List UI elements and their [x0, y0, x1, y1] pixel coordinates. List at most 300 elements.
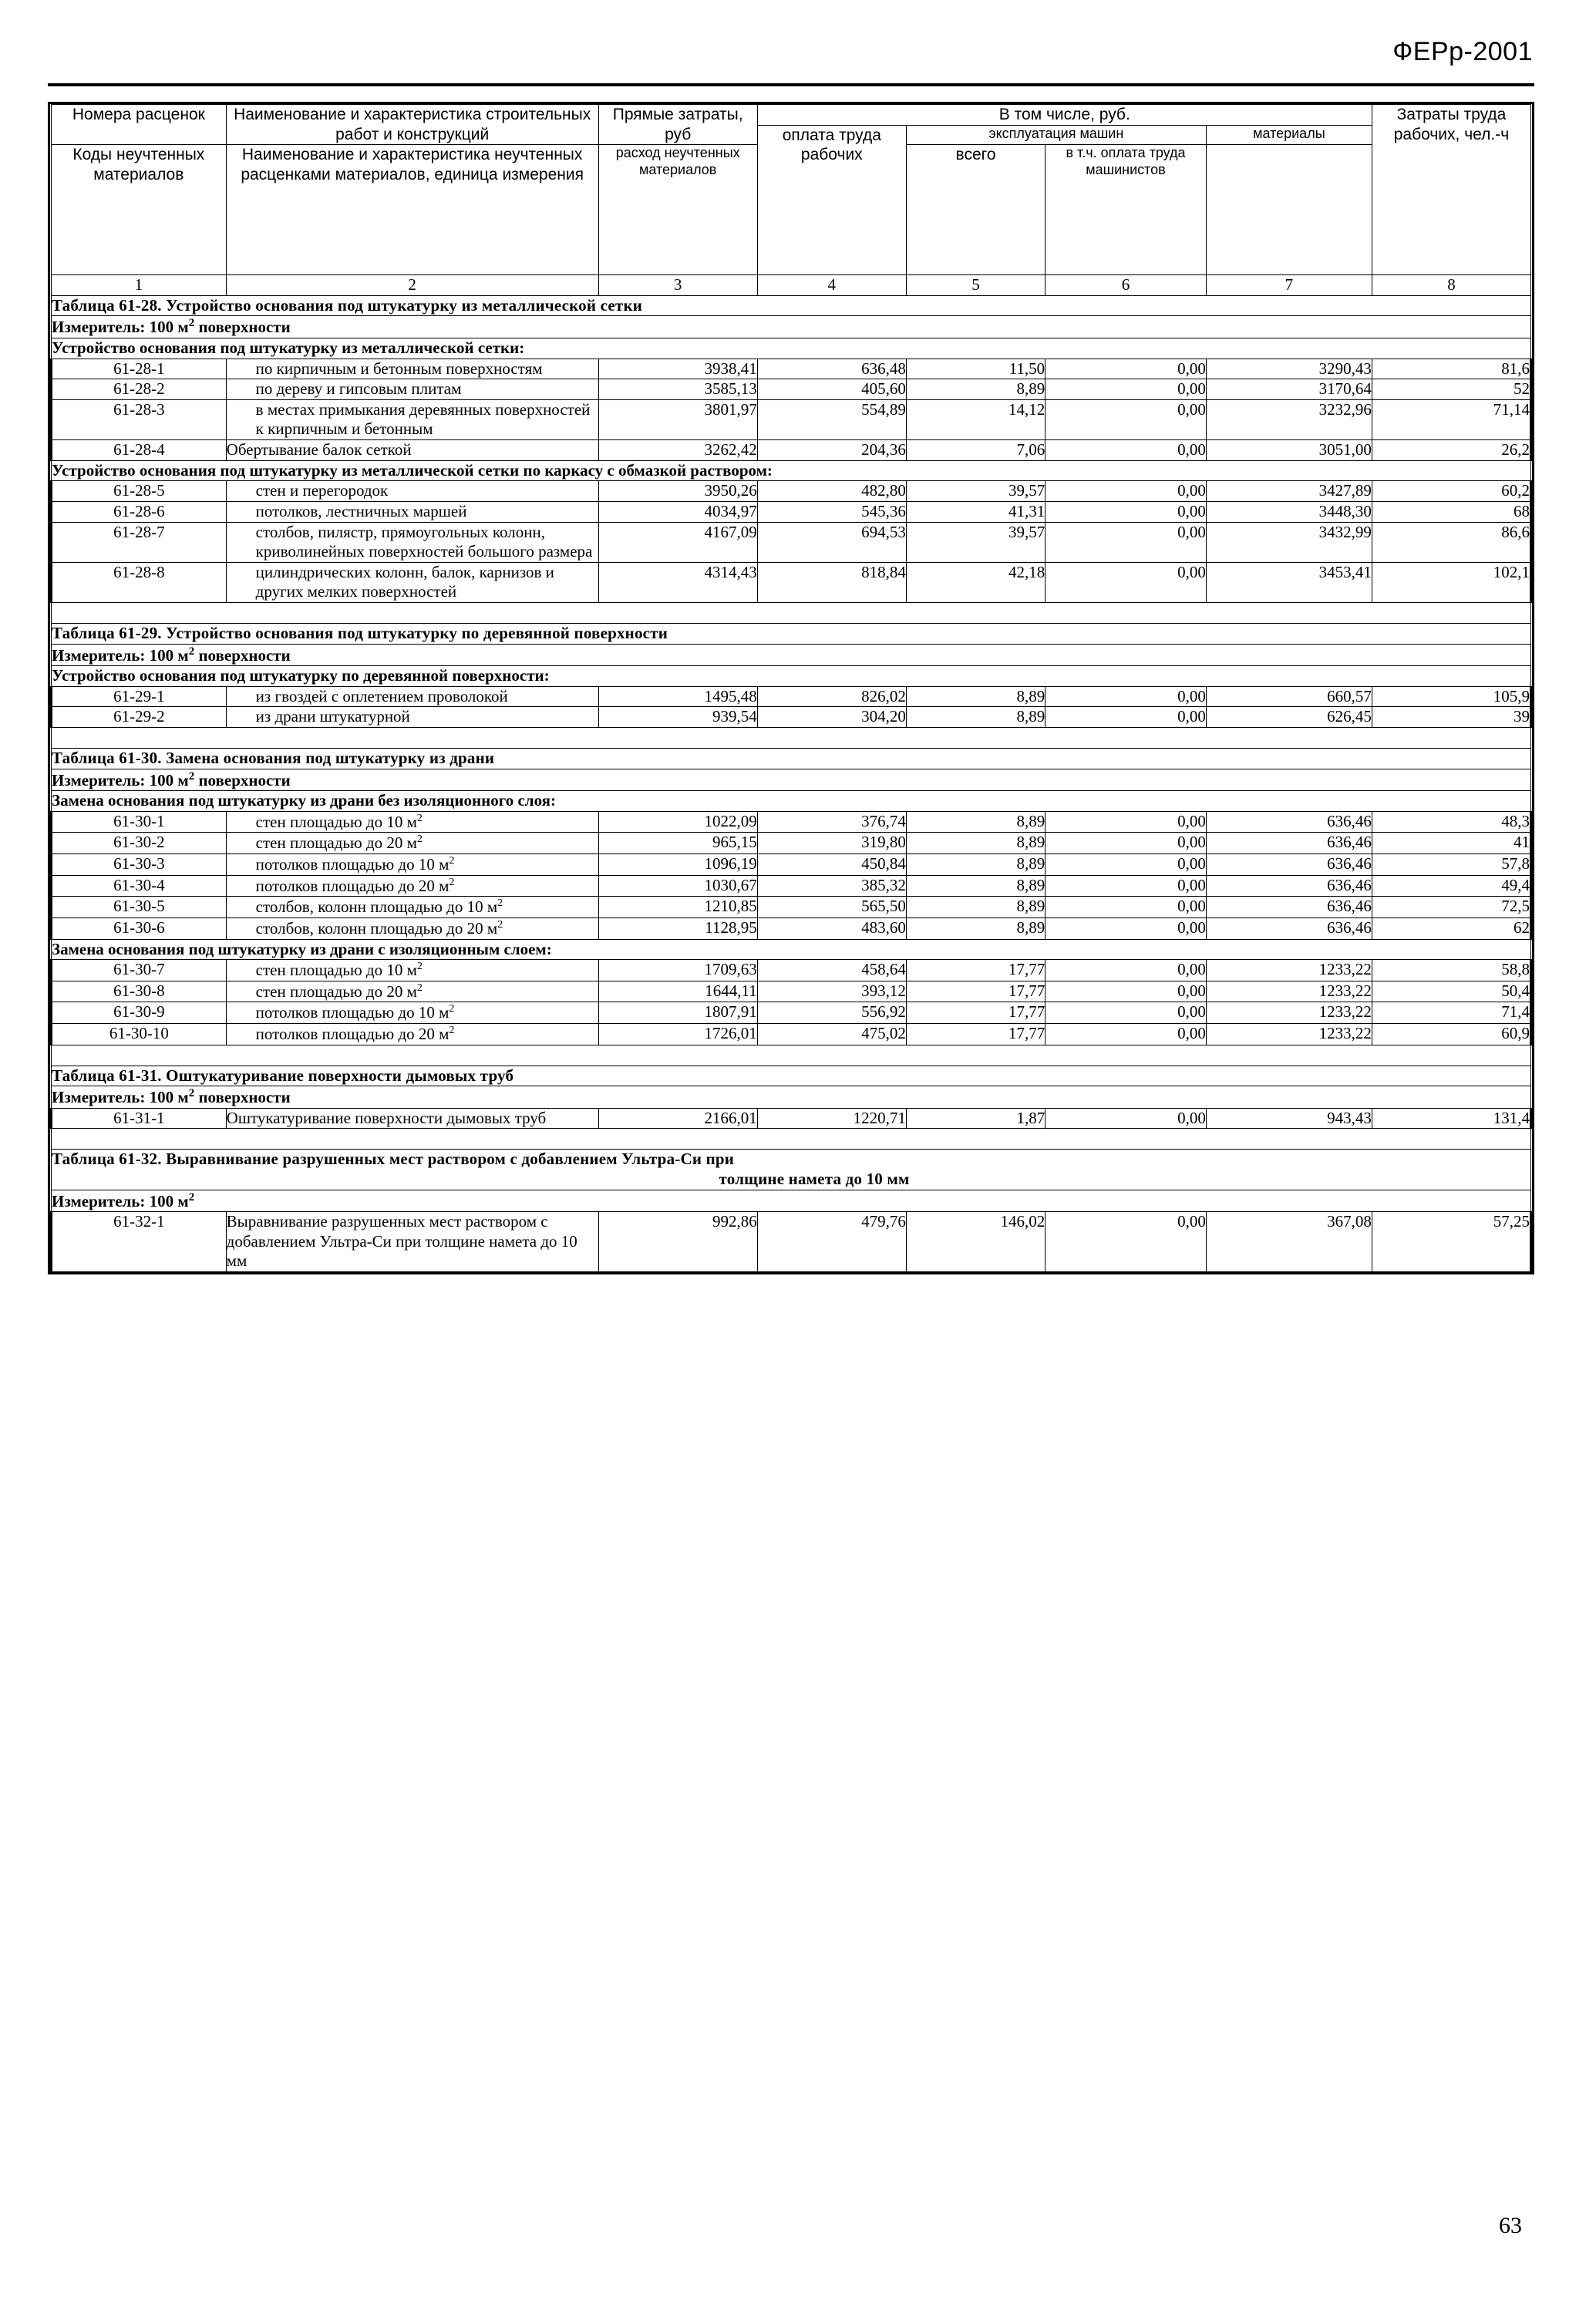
value-c4: 483,60 — [757, 917, 906, 939]
rate-code: 61-30-3 — [52, 854, 227, 876]
rate-code: 61-30-10 — [52, 1023, 227, 1045]
value-c5: 8,89 — [906, 811, 1045, 833]
colnum-8: 8 — [1372, 275, 1530, 296]
description-exponent: 2 — [449, 876, 455, 888]
work-description: потолков, лестничных маршей — [226, 501, 598, 522]
table-row — [52, 897, 1531, 918]
measure-prefix: Измеритель: 100 м — [52, 1191, 189, 1210]
description-exponent: 2 — [449, 855, 455, 867]
value-c7: 1233,22 — [1206, 1002, 1372, 1024]
header-col4: оплата труда рабочих — [757, 125, 906, 275]
measure-suffix: поверхности — [194, 770, 291, 790]
value-c5: 17,77 — [906, 1023, 1045, 1045]
work-description: Обертывание балок сеткой — [226, 440, 598, 461]
value-c8: 68 — [1372, 501, 1530, 522]
column-number-row — [52, 275, 1531, 296]
value-c8: 39 — [1372, 707, 1530, 728]
value-c4: 376,74 — [757, 811, 906, 833]
spacer-cell — [52, 728, 1531, 749]
value-c3: 1709,63 — [598, 960, 757, 981]
work-description: цилиндрических колонн, балок, карнизов и других мелких поверхностей — [226, 562, 598, 602]
table-row — [52, 854, 1531, 876]
work-description: из драни штукатурной — [226, 707, 598, 728]
table-row — [52, 833, 1531, 854]
rate-code: 61-30-1 — [52, 811, 227, 833]
description-text: потолков площадью до 10 м — [255, 1003, 450, 1022]
work-description — [226, 875, 598, 897]
value-c7: 3432,99 — [1206, 522, 1372, 562]
work-description — [226, 960, 598, 981]
table-row — [52, 960, 1531, 981]
value-c8: 71,14 — [1372, 399, 1530, 439]
rate-code: 61-30-9 — [52, 1002, 227, 1024]
value-c7: 943,43 — [1206, 1108, 1372, 1129]
description-exponent: 2 — [416, 812, 423, 824]
work-description: по кирпичным и бетонным поверхностям — [226, 359, 598, 379]
running-head: ФЕРр-2001 — [1392, 37, 1533, 66]
value-c5: 8,89 — [906, 875, 1045, 897]
table-row — [52, 1023, 1531, 1045]
value-c7: 3427,89 — [1206, 481, 1372, 502]
rate-code: 61-31-1 — [52, 1108, 227, 1129]
table-row — [52, 481, 1531, 502]
table-spacer — [52, 1129, 1531, 1150]
work-description — [226, 1023, 598, 1045]
group-heading-row — [52, 666, 1531, 687]
value-c6: 0,00 — [1045, 686, 1207, 707]
value-c5: 7,06 — [906, 440, 1045, 461]
value-c6: 0,00 — [1045, 1108, 1207, 1129]
value-c4: 694,53 — [757, 522, 906, 562]
value-c4: 636,48 — [757, 359, 906, 379]
measure-suffix: поверхности — [194, 318, 291, 337]
value-c6: 0,00 — [1045, 562, 1207, 602]
value-c4: 826,02 — [757, 686, 906, 707]
group-heading: Устройство основания под штукатурку из металлической сетки по каркасу с обмазкой раствором: — [52, 460, 1531, 481]
measure-row — [52, 644, 1531, 666]
header-row-1 — [52, 105, 1531, 126]
rate-code: 61-30-6 — [52, 917, 227, 939]
value-c4: 304,20 — [757, 707, 906, 728]
value-c8: 62 — [1372, 917, 1530, 939]
table-title: Таблица 61-30. Замена основания под штукатурку из драни — [52, 749, 1531, 769]
value-c6: 0,00 — [1045, 359, 1207, 379]
value-c5: 17,77 — [906, 981, 1045, 1002]
value-c4: 556,92 — [757, 1002, 906, 1024]
measure-label — [52, 1190, 1531, 1212]
value-c5: 8,89 — [906, 854, 1045, 876]
measure-label — [52, 769, 1531, 791]
value-c7: 636,46 — [1206, 854, 1372, 876]
value-c5: 17,77 — [906, 1002, 1045, 1024]
value-c8: 57,8 — [1372, 854, 1530, 876]
table-title: Таблица 61-28. Устройство основания под штукатурку из металлической сетки — [52, 295, 1531, 316]
value-c7: 3170,64 — [1206, 379, 1372, 400]
table-row — [52, 562, 1531, 602]
value-c4: 319,80 — [757, 833, 906, 854]
work-description — [226, 833, 598, 854]
table-row — [52, 1212, 1531, 1272]
work-description — [226, 897, 598, 918]
rate-code: 61-30-5 — [52, 897, 227, 918]
measure-label — [52, 644, 1531, 666]
value-c7: 636,46 — [1206, 811, 1372, 833]
table-title-row — [52, 623, 1531, 644]
value-c5: 8,89 — [906, 686, 1045, 707]
value-c7: 1233,22 — [1206, 1023, 1372, 1045]
value-c5: 8,89 — [906, 897, 1045, 918]
rate-code: 61-32-1 — [52, 1212, 227, 1272]
value-c7: 636,46 — [1206, 875, 1372, 897]
value-c3: 1644,11 — [598, 981, 757, 1002]
measure-exponent: 2 — [188, 769, 195, 783]
table-row — [52, 917, 1531, 939]
work-description — [226, 1002, 598, 1024]
value-c8: 71,4 — [1372, 1002, 1530, 1024]
rate-code: 61-30-8 — [52, 981, 227, 1002]
description-text: столбов, колонн площадью до 20 м — [255, 918, 498, 938]
value-c3: 965,15 — [598, 833, 757, 854]
value-c7: 3232,96 — [1206, 399, 1372, 439]
value-c3: 1726,01 — [598, 1023, 757, 1045]
colnum-6: 6 — [1045, 275, 1207, 296]
value-c5: 41,31 — [906, 501, 1045, 522]
value-c6: 0,00 — [1045, 440, 1207, 461]
value-c3: 939,54 — [598, 707, 757, 728]
colnum-1: 1 — [52, 275, 227, 296]
page-number: 63 — [1499, 2213, 1522, 2238]
cost-table — [50, 104, 1532, 1272]
value-c8: 57,25 — [1372, 1212, 1530, 1272]
header-col1-top: Номера расценок — [52, 105, 227, 145]
colnum-5: 5 — [906, 275, 1045, 296]
value-c5: 14,12 — [906, 399, 1045, 439]
value-c6: 0,00 — [1045, 960, 1207, 981]
value-c3: 3950,26 — [598, 481, 757, 502]
value-c7: 1233,22 — [1206, 960, 1372, 981]
value-c4: 475,02 — [757, 1023, 906, 1045]
value-c6: 0,00 — [1045, 1212, 1207, 1272]
table-title-line1: Таблица 61-32. Выравнивание разрушенных мест раствором с добавлением Ультра-Си при — [52, 1150, 735, 1169]
work-description: стен и перегородок — [226, 481, 598, 502]
value-c4: 1220,71 — [757, 1108, 906, 1129]
value-c4: 405,60 — [757, 379, 906, 400]
value-c6: 0,00 — [1045, 707, 1207, 728]
value-c6: 0,00 — [1045, 522, 1207, 562]
table-row — [52, 875, 1531, 897]
measure-row — [52, 769, 1531, 791]
value-c4: 482,80 — [757, 481, 906, 502]
value-c7: 3453,41 — [1206, 562, 1372, 602]
measure-suffix: поверхности — [194, 645, 291, 665]
rate-code: 61-28-4 — [52, 440, 227, 461]
table-title: Таблица 61-29. Устройство основания под штукатурку по деревянной поверхности — [52, 623, 1531, 644]
cost-table-frame — [48, 102, 1534, 1274]
description-exponent: 2 — [497, 897, 503, 910]
value-c3: 1495,48 — [598, 686, 757, 707]
value-c6: 0,00 — [1045, 379, 1207, 400]
value-c4: 458,64 — [757, 960, 906, 981]
description-text: потолков площадью до 20 м — [255, 1024, 450, 1043]
value-c8: 52 — [1372, 379, 1530, 400]
value-c6: 0,00 — [1045, 1002, 1207, 1024]
table-title-row — [52, 749, 1531, 769]
group-heading-row — [52, 939, 1531, 960]
work-description — [226, 854, 598, 876]
rate-code: 61-28-3 — [52, 399, 227, 439]
value-c7: 3051,00 — [1206, 440, 1372, 461]
value-c5: 39,57 — [906, 481, 1045, 502]
table-row — [52, 399, 1531, 439]
value-c8: 102,1 — [1372, 562, 1530, 602]
rate-code: 61-30-7 — [52, 960, 227, 981]
table-row — [52, 501, 1531, 522]
header-col1-bottom: Коды неучтенных материалов — [52, 145, 227, 275]
value-c7: 3290,43 — [1206, 359, 1372, 379]
header-group-materials: материалы — [1206, 125, 1372, 145]
value-c5: 8,89 — [906, 833, 1045, 854]
measure-exponent: 2 — [188, 1190, 195, 1204]
value-c8: 26,2 — [1372, 440, 1530, 461]
table-spacer — [52, 728, 1531, 749]
table-title-row — [52, 295, 1531, 316]
value-c8: 81,6 — [1372, 359, 1530, 379]
value-c3: 2166,01 — [598, 1108, 757, 1129]
table-row — [52, 379, 1531, 400]
table-row — [52, 359, 1531, 379]
value-c8: 48,3 — [1372, 811, 1530, 833]
description-text: потолков площадью до 20 м — [255, 876, 450, 895]
rate-code: 61-28-7 — [52, 522, 227, 562]
value-c3: 1807,91 — [598, 1002, 757, 1024]
table-row — [52, 686, 1531, 707]
description-text: стен площадью до 20 м — [255, 981, 417, 1001]
value-c4: 204,36 — [757, 440, 906, 461]
value-c8: 105,9 — [1372, 686, 1530, 707]
measure-prefix: Измеритель: 100 м — [52, 645, 189, 665]
value-c6: 0,00 — [1045, 917, 1207, 939]
value-c5: 17,77 — [906, 960, 1045, 981]
header-col2-bottom: Наименование и характеристика неучтенных расценками материалов, единица измерения — [226, 145, 598, 275]
table-row — [52, 522, 1531, 562]
value-c4: 450,84 — [757, 854, 906, 876]
value-c8: 60,9 — [1372, 1023, 1530, 1045]
work-description — [226, 811, 598, 833]
value-c7: 367,08 — [1206, 1212, 1372, 1272]
value-c4: 545,36 — [757, 501, 906, 522]
table-title-row — [52, 1150, 1531, 1190]
table-row — [52, 1002, 1531, 1024]
header-col5: всего — [906, 145, 1045, 275]
description-exponent: 2 — [497, 918, 503, 931]
value-c6: 0,00 — [1045, 897, 1207, 918]
description-exponent: 2 — [416, 833, 423, 846]
group-heading: Замена основания под штукатурку из драни без изоляционного слоя: — [52, 791, 1531, 812]
header-group-including: В том числе, руб. — [757, 105, 1372, 126]
value-c5: 42,18 — [906, 562, 1045, 602]
rate-code: 61-28-1 — [52, 359, 227, 379]
group-heading-row — [52, 791, 1531, 812]
work-description: в местах примыкания деревянных поверхностей к кирпичным и бетонным — [226, 399, 598, 439]
value-c3: 4034,97 — [598, 501, 757, 522]
rate-code: 61-30-4 — [52, 875, 227, 897]
measure-prefix: Измеритель: 100 м — [52, 770, 189, 790]
value-c7: 3448,30 — [1206, 501, 1372, 522]
group-heading-row — [52, 460, 1531, 481]
value-c3: 1030,67 — [598, 875, 757, 897]
measure-suffix: поверхности — [194, 1088, 291, 1107]
header-col6: в т.ч. оплата труда машинистов — [1045, 145, 1207, 275]
value-c8: 49,4 — [1372, 875, 1530, 897]
value-c4: 565,50 — [757, 897, 906, 918]
group-heading: Замена основания под штукатурку из драни с изоляционным слоем: — [52, 939, 1531, 960]
header-rule — [48, 83, 1534, 86]
table-row — [52, 440, 1531, 461]
value-c5: 8,89 — [906, 707, 1045, 728]
value-c7: 636,46 — [1206, 897, 1372, 918]
value-c8: 58,8 — [1372, 960, 1530, 981]
value-c6: 0,00 — [1045, 833, 1207, 854]
value-c5: 1,87 — [906, 1108, 1045, 1129]
description-exponent: 2 — [416, 961, 423, 973]
value-c6: 0,00 — [1045, 875, 1207, 897]
value-c4: 554,89 — [757, 399, 906, 439]
work-description — [226, 917, 598, 939]
value-c7: 626,45 — [1206, 707, 1372, 728]
value-c8: 41 — [1372, 833, 1530, 854]
value-c5: 11,50 — [906, 359, 1045, 379]
description-text: стен площадью до 10 м — [255, 961, 417, 980]
value-c3: 4167,09 — [598, 522, 757, 562]
colnum-4: 4 — [757, 275, 906, 296]
value-c4: 393,12 — [757, 981, 906, 1002]
value-c5: 8,89 — [906, 379, 1045, 400]
rate-code: 61-28-8 — [52, 562, 227, 602]
value-c7: 660,57 — [1206, 686, 1372, 707]
table-row — [52, 811, 1531, 833]
value-c7: 1233,22 — [1206, 981, 1372, 1002]
value-c5: 8,89 — [906, 917, 1045, 939]
table-title — [52, 1150, 1531, 1190]
work-description: по дереву и гипсовым плитам — [226, 379, 598, 400]
group-heading: Устройство основания под штукатурку из металлической сетки: — [52, 338, 1531, 359]
value-c4: 385,32 — [757, 875, 906, 897]
table-title-row — [52, 1066, 1531, 1086]
description-text: стен площадью до 20 м — [255, 833, 417, 853]
description-exponent: 2 — [449, 1024, 455, 1036]
measure-exponent: 2 — [188, 645, 195, 658]
description-exponent: 2 — [449, 1003, 455, 1015]
value-c3: 3938,41 — [598, 359, 757, 379]
value-c3: 3801,97 — [598, 399, 757, 439]
table-row — [52, 981, 1531, 1002]
value-c3: 1022,09 — [598, 811, 757, 833]
value-c6: 0,00 — [1045, 811, 1207, 833]
measure-exponent: 2 — [188, 317, 195, 330]
measure-label — [52, 1086, 1531, 1109]
group-heading-row — [52, 338, 1531, 359]
value-c3: 3262,42 — [598, 440, 757, 461]
description-exponent: 2 — [416, 981, 423, 994]
table-row — [52, 707, 1531, 728]
description-text: стен площадью до 10 м — [255, 812, 417, 831]
group-heading: Устройство основания под штукатурку по деревянной поверхности: — [52, 666, 1531, 687]
header-col2-top: Наименование и характеристика строительных работ и конструкций — [226, 105, 598, 145]
table-row — [52, 1108, 1531, 1129]
table-title: Таблица 61-31. Оштукатуривание поверхности дымовых труб — [52, 1066, 1531, 1086]
header-col7: расход неучтенных материалов — [598, 145, 757, 275]
value-c8: 86,6 — [1372, 522, 1530, 562]
value-c5: 146,02 — [906, 1212, 1045, 1272]
value-c8: 131,4 — [1372, 1108, 1530, 1129]
value-c5: 39,57 — [906, 522, 1045, 562]
rate-code: 61-28-2 — [52, 379, 227, 400]
value-c6: 0,00 — [1045, 854, 1207, 876]
table-spacer — [52, 602, 1531, 623]
measure-row — [52, 316, 1531, 338]
header-col3: Прямые затраты, руб — [598, 105, 757, 145]
work-description — [226, 981, 598, 1002]
rate-code: 61-29-2 — [52, 707, 227, 728]
value-c6: 0,00 — [1045, 1023, 1207, 1045]
description-text: потолков площадью до 10 м — [255, 855, 450, 874]
value-c6: 0,00 — [1045, 981, 1207, 1002]
value-c8: 60,2 — [1372, 481, 1530, 502]
value-c4: 818,84 — [757, 562, 906, 602]
value-c3: 1128,95 — [598, 917, 757, 939]
value-c6: 0,00 — [1045, 501, 1207, 522]
measure-prefix: Измеритель: 100 м — [52, 1088, 189, 1107]
colnum-2: 2 — [226, 275, 598, 296]
measure-prefix: Измеритель: 100 м — [52, 318, 189, 337]
value-c3: 3585,13 — [598, 379, 757, 400]
colnum-3: 3 — [598, 275, 757, 296]
spacer-cell — [52, 1045, 1531, 1066]
work-description: Оштукатуривание поверхности дымовых труб — [226, 1108, 598, 1129]
rate-code: 61-28-6 — [52, 501, 227, 522]
value-c8: 50,4 — [1372, 981, 1530, 1002]
table-spacer — [52, 1045, 1531, 1066]
value-c8: 72,5 — [1372, 897, 1530, 918]
value-c3: 992,86 — [598, 1212, 757, 1272]
rate-code: 61-30-2 — [52, 833, 227, 854]
colnum-7: 7 — [1206, 275, 1372, 296]
header-group-machines: эксплуатация машин — [906, 125, 1206, 145]
header-col8: Затраты труда рабочих, чел.-ч — [1372, 105, 1530, 275]
value-c4: 479,76 — [757, 1212, 906, 1272]
spacer-cell — [52, 602, 1531, 623]
rate-code: 61-29-1 — [52, 686, 227, 707]
value-c3: 4314,43 — [598, 562, 757, 602]
value-c6: 0,00 — [1045, 399, 1207, 439]
table-title-line2: толщине намета до 10 мм — [719, 1169, 910, 1188]
rate-code: 61-28-5 — [52, 481, 227, 502]
work-description: из гвоздей с оплетением проволокой — [226, 686, 598, 707]
value-c3: 1210,85 — [598, 897, 757, 918]
value-c7: 636,46 — [1206, 833, 1372, 854]
measure-label — [52, 316, 1531, 338]
measure-row — [52, 1086, 1531, 1109]
spacer-cell — [52, 1129, 1531, 1150]
description-text: столбов, колонн площадью до 10 м — [255, 897, 498, 917]
work-description: столбов, пилястр, прямоугольных колонн, криволинейных поверхностей большого размера — [226, 522, 598, 562]
work-description: Выравнивание разрушенных мест раствором с добавлением Ультра-Си при толщине намета до 10 мм — [226, 1212, 598, 1272]
value-c7: 636,46 — [1206, 917, 1372, 939]
measure-exponent: 2 — [188, 1087, 195, 1100]
value-c3: 1096,19 — [598, 854, 757, 876]
measure-row — [52, 1190, 1531, 1212]
value-c6: 0,00 — [1045, 481, 1207, 502]
